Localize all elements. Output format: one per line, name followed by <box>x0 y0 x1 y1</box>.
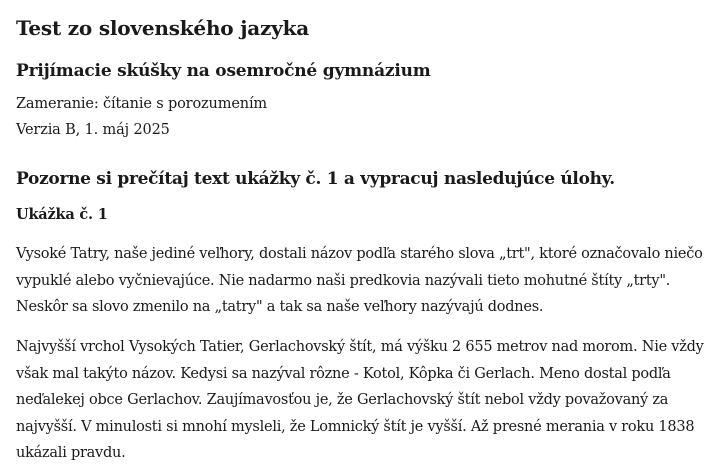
exam-title: Prijímacie skúšky na osemročné gymnázium <box>16 61 431 81</box>
exam-version: Verzia B, 1. máj 2025 <box>16 122 170 138</box>
sample-paragraph: Najvyšší vrchol Vysokých Tatier, Gerlachovský štít, má výšku 2 655 metrov nad morom. Nie vždy však mal takýto názov. Kedysi sa nazýval rôzne - Kotol, Kôpka či Gerlach. Meno dostal podľa neďalekej obce Gerlachov. Zaujímavosťou je, že Gerlachovský štít nebol vždy považovaný za najvyšší. V minulosti si mnohí mysleli, že Lomnický štít je vyšší. Až presné merania v roku 1838 ukázali pravdu. <box>16 339 704 461</box>
exam-focus: Zameranie: čítanie s porozumením <box>16 96 268 112</box>
task-instruction: Pozorne si prečítaj text ukážky č. 1 a vypracuj nasledujúce úlohy. <box>16 169 615 189</box>
document-title: Test zo slovenského jazyka <box>16 16 309 40</box>
sample-heading: Ukážka č. 1 <box>16 206 108 223</box>
sample-paragraph: Vysoké Tatry, naše jediné veľhory, dostali názov podľa starého slova „trt", ktoré označovalo niečo vypuklé alebo vyčnievajúce. Nie nadarmo naši predkovia nazývali tieto mohutné štíty „trty". Neskôr sa slovo zmenilo na „tatry" a tak sa naše veľhory nazývajú dodnes. <box>16 246 703 315</box>
